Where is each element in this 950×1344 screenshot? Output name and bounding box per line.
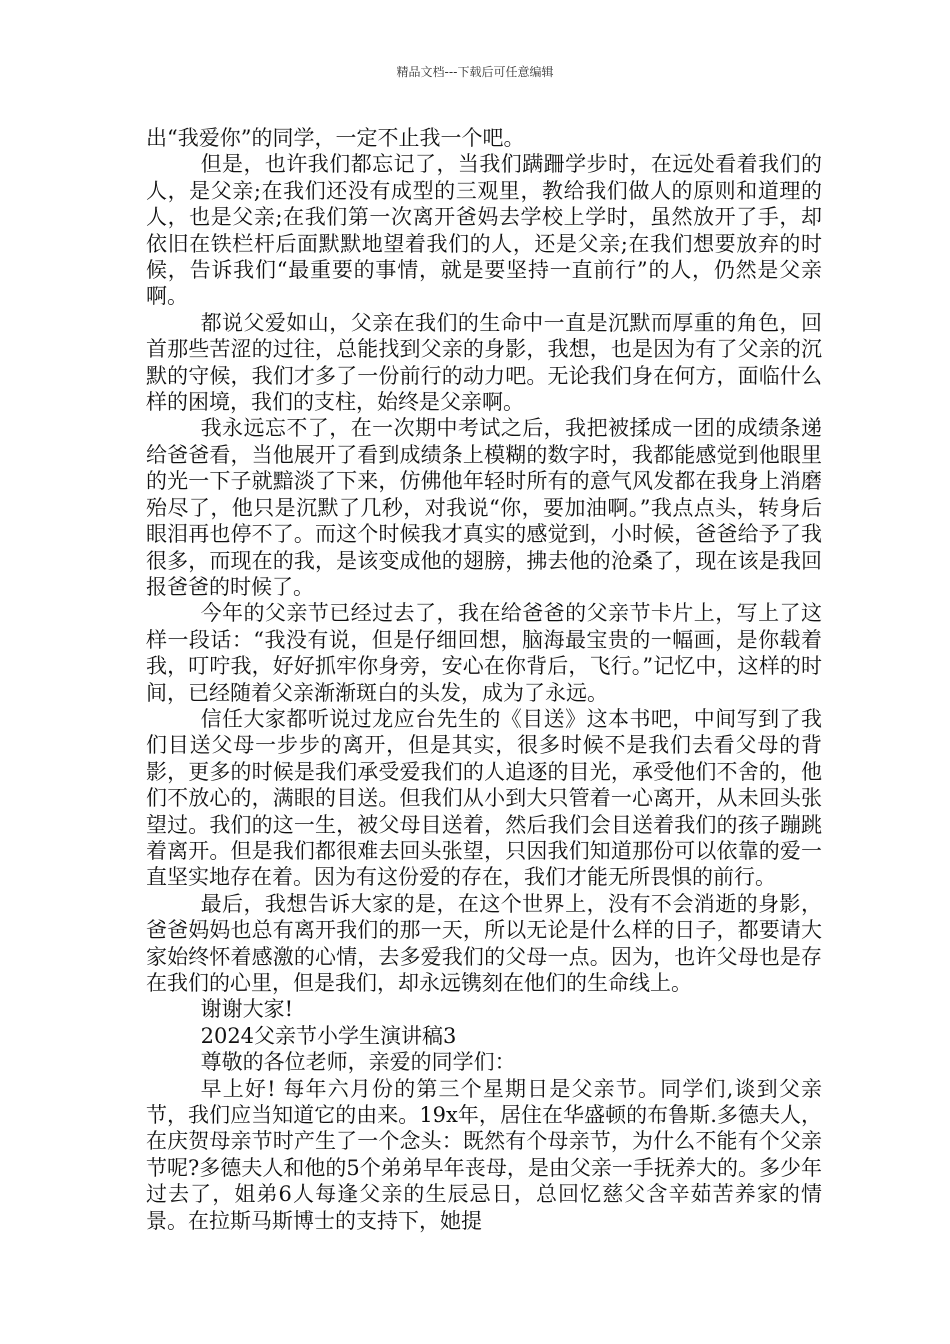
paragraph: 早上好! 每年六月份的第三个星期日是父亲节。同学们,谈到父亲节，我们应当知道它的由来。19x年，居住在华盛顿的布鲁斯.多德夫人，在庆贺母亲节时产生了一个念头：既然有个母亲节，为什么不能有个父亲节呢?多德夫人和他的5个弟弟早年丧母，是由父亲一手抚养大的。多少年过去了，姐弟6人每逢父亲的生辰忌日，总回忆慈父含辛茹苦养家的情景。在拉斯马斯博士的支持下，她提 [146, 1076, 822, 1233]
paragraph: 信任大家都听说过龙应台先生的《目送》这本书吧，中间写到了我们目送父母一步步的离开，但是其实，很多时候不是我们去看父母的背影，更多的时候是我们承受爱我们的人追逐的目光，承受他们不舍的，他们不放心的，满眼的目送。但我们从小到大只管着一心离开，从未回头张望过。我们的这一生，被父母目送着，然后我们会目送着我们的孩子蹦跳着离开。但是我们都很难去回头张望，只因我们知道那份可以依靠的爱一直坚实地存在着。因为有这份爱的存在，我们才能无所畏惧的前行。 [146, 706, 822, 890]
paragraph: 我永远忘不了，在一次期中考试之后，我把被揉成一团的成绩条递给爸爸看，当他展开了看到成绩条上模糊的数字时，我都能感觉到他眼里的光一下子就黯淡了下来，仿佛他年轻时所有的意气风发都在我身上消磨殆尽了，他只是沉默了几秒，对我说“你，要加油啊。”我点点头，转身后眼泪再也停不了。而这个时候我才真实的感觉到，小时候，爸爸给予了我很多，而现在的我，是该变成他的翅膀，拂去他的沧桑了，现在该是我回报爸爸的时候了。 [146, 416, 822, 599]
paragraph: 今年的父亲节已经过去了，我在给爸爸的父亲节卡片上，写上了这样一段话：“我没有说，但是仔细回想，脑海最宝贵的一幅画，是你载着我，叮咛我，好好抓牢你身旁，安心在你背后，飞行。”记忆中，这样的时间，已经随着父亲渐渐斑白的头发，成为了永远。 [146, 601, 822, 705]
paragraph: 出“我爱你”的同学，一定不止我一个吧。 [146, 126, 525, 150]
paragraph: 最后，我想告诉大家的是，在这个世界上，没有不会消逝的身影，爸爸妈妈也总有离开我们的那一天，所以无论是什么样的日子，都要请大家始终怀着感激的心情，去多爱我们的父母一点。因为，也许父母也是存在我们的心里，但是我们，却永远镌刻在他们的生命线上。 [146, 891, 822, 995]
paragraph: 但是，也许我们都忘记了，当我们蹒跚学步时，在远处看着我们的人，是父亲;在我们还没有成型的三观里，教给我们做人的原则和道理的人，也是父亲;在我们第一次离开爸妈去学校上学时，虽然放开了手，却依旧在铁栏杆后面默默地望着我们的人，还是父亲;在我们想要放弃的时候，告诉我们“最重要的事情，就是要坚持一直前行”的人，仍然是父亲啊。 [146, 152, 822, 309]
page-header: 精品文档---下载后可任意编辑 [396, 65, 554, 79]
document-body [146, 125, 822, 1234]
salutation: 尊敬的各位老师，亲爱的同学们： [200, 1050, 516, 1075]
paragraph: 都说父爱如山，父亲在我们的生命中一直是沉默而厚重的角色，回首那些苦涩的过往，总能找到父亲的身影，我想，也是因为有了父亲的沉默的守候，我们才多了一份前行的动力吧。无论我们身在何方，面临什么样的困境，我们的支柱，始终是父亲啊。 [146, 310, 822, 415]
closing-line: 谢谢大家! [200, 997, 294, 1022]
section-title: 2024父亲节小学生演讲稿3 [200, 1023, 457, 1048]
